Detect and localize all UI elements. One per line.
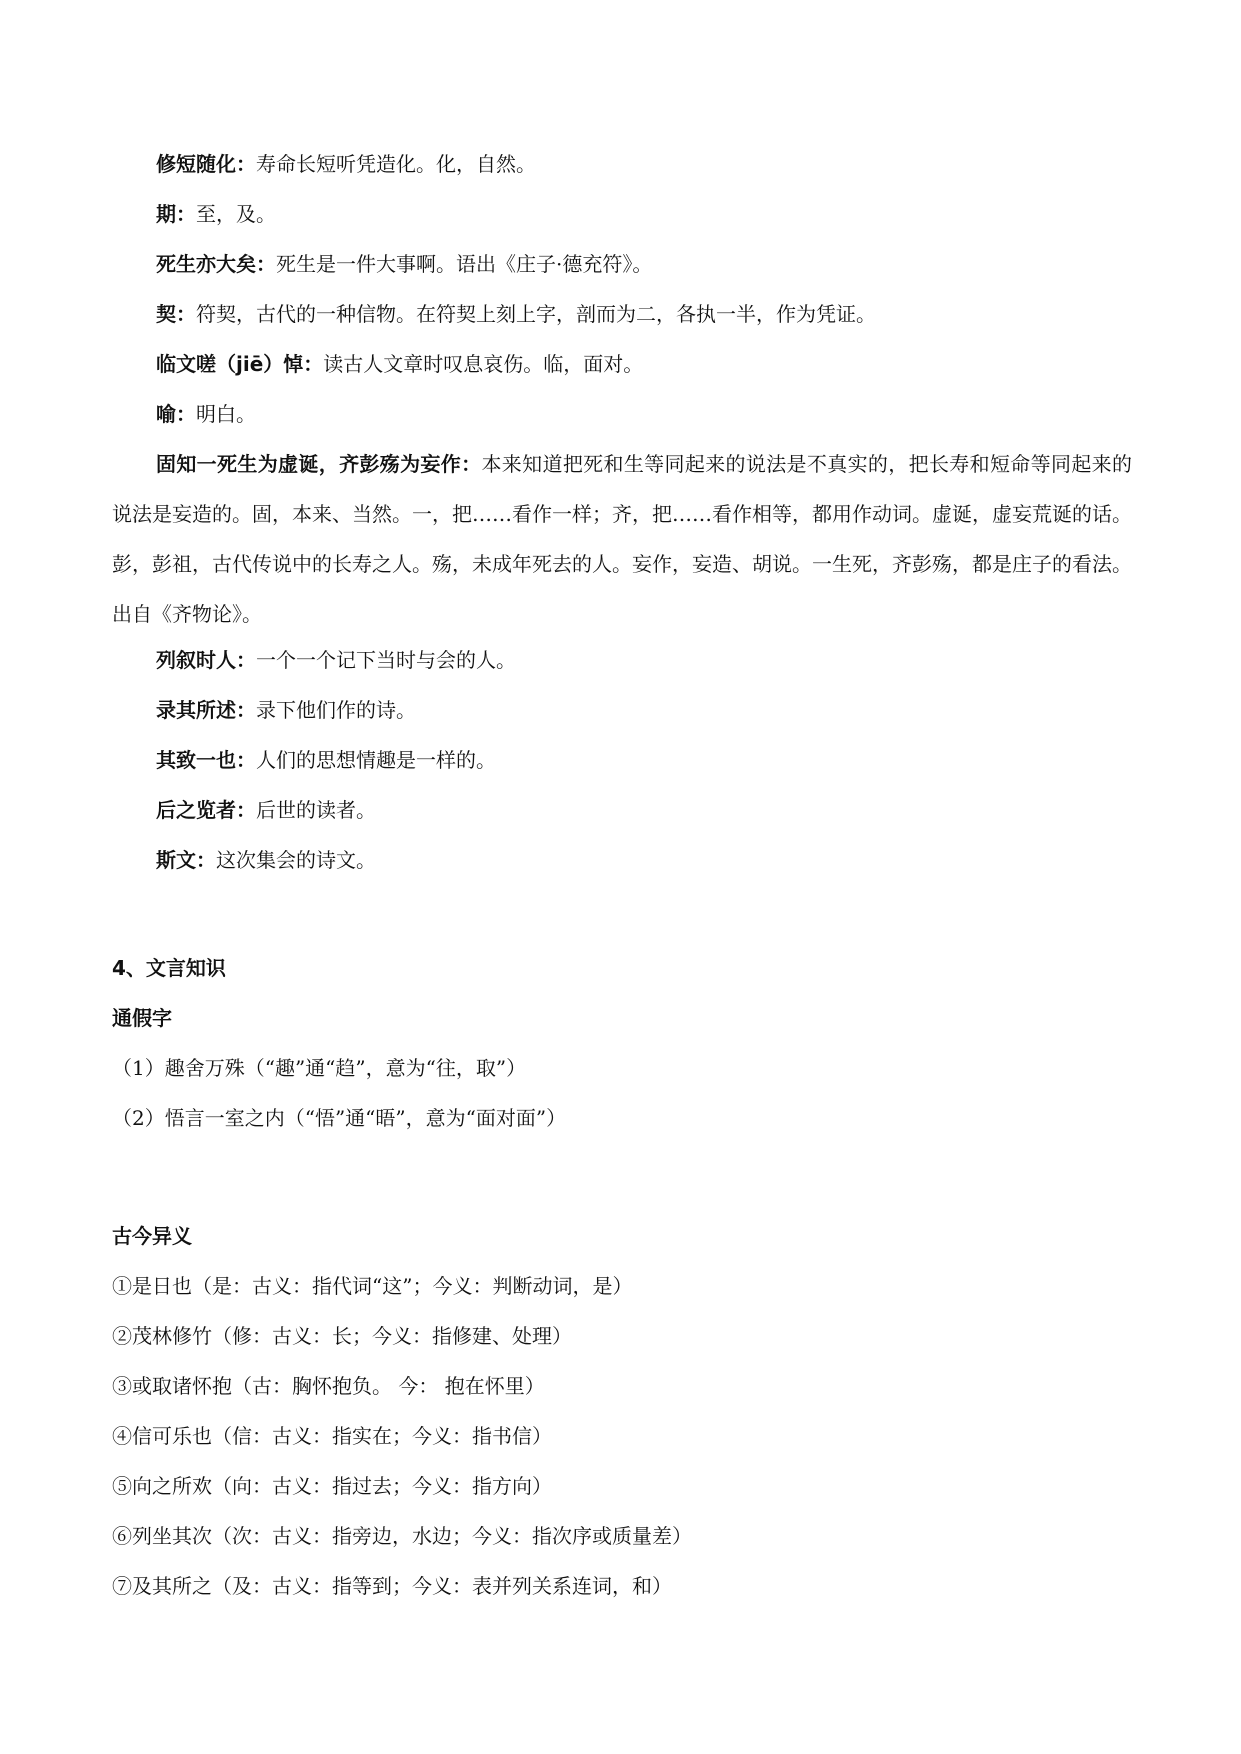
glossary-definition: 死生是一件大事啊。语出《庄子·德充符》。 bbox=[276, 252, 653, 276]
glossary-definition: 一个一个记下当时与会的人。 bbox=[256, 648, 516, 672]
glossary-term: 列叙时人： bbox=[156, 648, 256, 672]
glossary-definition: 人们的思想情趣是一样的。 bbox=[256, 748, 496, 772]
glossary-entry bbox=[112, 848, 1132, 898]
glossary-definition: 这次集会的诗文。 bbox=[216, 848, 376, 872]
list-item: （1）趣舍万殊（“趣”通“趋”，意为“往，取”） bbox=[112, 1056, 527, 1080]
glossary-definition: 后世的读者。 bbox=[256, 798, 376, 822]
glossary-definition: 至，及。 bbox=[196, 202, 276, 226]
glossary-entry bbox=[112, 152, 1132, 202]
glossary-term: 录其所述： bbox=[156, 698, 256, 722]
list-item: ④信可乐也（信：古义：指实在；今义：指书信） bbox=[112, 1424, 552, 1448]
glossary-paragraph bbox=[112, 439, 1132, 639]
document-page bbox=[112, 152, 1132, 1624]
glossary-term: 契： bbox=[156, 302, 196, 326]
glossary-entry bbox=[112, 698, 1132, 748]
glossary-entry bbox=[112, 648, 1132, 698]
list-item: ③或取诸怀抱（古：胸怀抱负。 今： 抱在怀里） bbox=[112, 1374, 545, 1398]
glossary-term: 临文嗟（jiē）悼： bbox=[156, 352, 324, 376]
subsection-heading-tongjia: 通假字 bbox=[112, 1006, 172, 1030]
glossary-term: 修短随化： bbox=[156, 152, 256, 176]
list-item: ⑦及其所之（及：古义：指等到；今义：表并列关系连词，和） bbox=[112, 1574, 672, 1598]
glossary-term: 固知一死生为虚诞，齐彭殇为妄作： bbox=[156, 452, 482, 476]
glossary-definition: 录下他们作的诗。 bbox=[256, 698, 416, 722]
list-item: （2）悟言一室之内（“悟”通“晤”，意为“面对面”） bbox=[112, 1106, 567, 1130]
glossary-definition: 本来知道把死和生等同起来的说法是不真实的，把长寿和短命等同起来的说法是妄造的。固，本来、当然。一，把……看作一样；齐，把……看作相等，都用作动词。虚诞，虚妄荒诞的话。彭，彭祖，古代传说中的长寿之人。殇，未成年死去的人。妄作，妄造、胡说。一生死，齐彭殇，都是庄子的看法。出自《齐物论》。 bbox=[112, 452, 1133, 626]
list-item: ⑥列坐其次（次：古义：指旁边，水边；今义：指次序或质量差） bbox=[112, 1524, 692, 1548]
list-item: ①是日也（是：古义：指代词“这”；今义：判断动词，是） bbox=[112, 1274, 633, 1298]
glossary-term: 其致一也： bbox=[156, 748, 256, 772]
glossary-term: 后之览者： bbox=[156, 798, 256, 822]
glossary-term: 死生亦大矣： bbox=[156, 252, 276, 276]
subsection-heading-gujin: 古今异义 bbox=[112, 1224, 192, 1248]
glossary-term: 喻： bbox=[156, 402, 196, 426]
glossary-term: 斯文： bbox=[156, 848, 216, 872]
glossary-entry bbox=[112, 352, 1132, 402]
glossary-term: 期： bbox=[156, 202, 196, 226]
list-item: ⑤向之所欢（向：古义：指过去；今义：指方向） bbox=[112, 1474, 552, 1498]
glossary-definition: 明白。 bbox=[196, 402, 256, 426]
glossary-definition: 符契，古代的一种信物。在符契上刻上字，剖而为二，各执一半，作为凭证。 bbox=[196, 302, 876, 326]
section-title: 4、文言知识 bbox=[112, 956, 226, 980]
glossary-entry bbox=[112, 302, 1132, 352]
glossary-entry bbox=[112, 798, 1132, 848]
list-item: ②茂林修竹（修：古义：长；今义：指修建、处理） bbox=[112, 1324, 572, 1348]
glossary-entry bbox=[112, 252, 1132, 302]
glossary-entry bbox=[112, 202, 1132, 252]
glossary-definition: 读古人文章时叹息哀伤。临，面对。 bbox=[323, 352, 644, 376]
glossary-entry bbox=[112, 748, 1132, 798]
glossary-definition: 寿命长短听凭造化。化，自然。 bbox=[256, 152, 536, 176]
